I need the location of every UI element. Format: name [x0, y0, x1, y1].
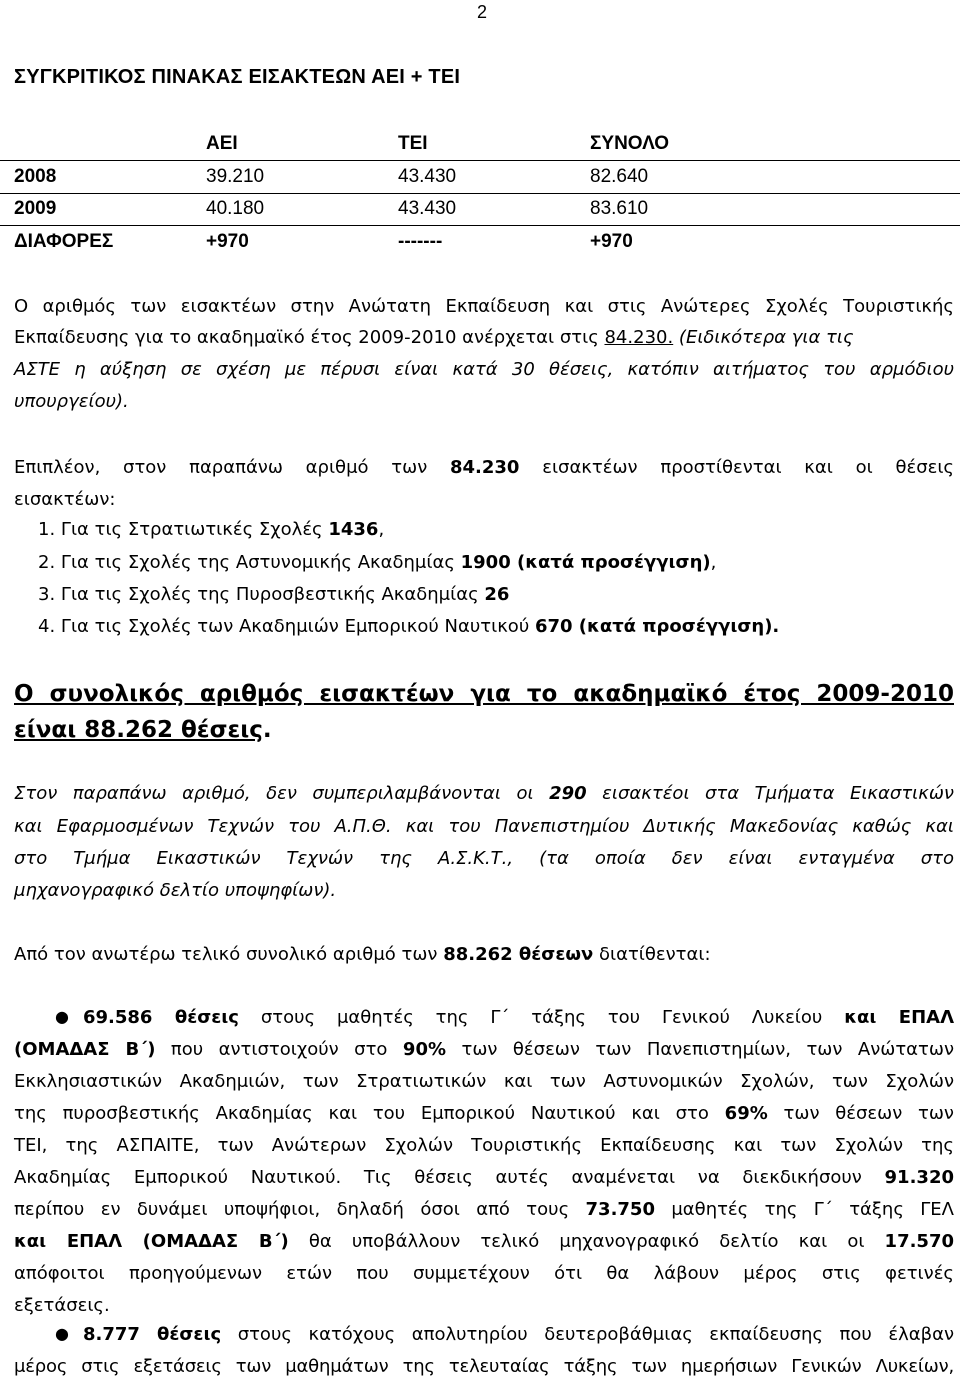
list-item: 4. Για τις Σχολές των Ακαδημιών Εμπορικού Ναυτικού 670 (κατά προσέγγιση).: [38, 616, 780, 637]
total-84230: 84.230.: [604, 327, 674, 348]
text-line: ΑΣΤΕ η αύξηση σε σχέση με πέρυσι είναι κατά 30 θέσεις, κατόπιν αιτήματος του αρμόδιου: [14, 359, 954, 380]
text-line: και ΕΠΑΛ (ΟΜΑΔΑΣ Β΄) θα υποβάλλουν τελικό μηχανογραφικό δελτίο και οι 17.570: [14, 1231, 955, 1252]
list-item: 1. Για τις Στρατιωτικές Σχολές 1436,: [38, 519, 385, 540]
cell-total: +970: [590, 231, 633, 252]
text-line: απόφοιτοι προηγούμενων ετών που συμμετέχουν ότι θα λάβουν μέρος στις φετινές: [14, 1263, 954, 1284]
text-line: Ο αριθμός των εισακτέων στην Ανώτατη Εκπαίδευση και στις Ανώτερες Σχολές Τουριστικής: [14, 296, 954, 317]
bullet-icon: ●: [55, 1007, 69, 1026]
page-number: 2: [477, 2, 488, 22]
text-line: Ακαδημίας Εμπορικού Ναυτικού. Τις θέσεις αυτές αναμένεται να διεκδικήσουν 91.320: [14, 1167, 954, 1188]
row-label: 2009: [14, 198, 57, 219]
summary-line: Από τον ανωτέρω τελικό συνολικό αριθμό των 88.262 θέσεων διατίθενται:: [14, 944, 711, 965]
text-line: Στον παραπάνω αριθμό, δεν συμπεριλαμβάνονται οι 290 εισακτέοι στα Τμήματα Εικαστικών: [14, 783, 954, 804]
text-line: Εκκλησιαστικών Ακαδημιών, των Στρατιωτικών και των Αστυνομικών Σχολών, των Σχολών: [14, 1071, 954, 1092]
text-line: Εκπαίδευσης για το ακαδημαϊκό έτος 2009-2010 ανέρχεται στις 84.230. (Ειδικότερα για τις: [14, 327, 854, 348]
text-line: υπουργείου).: [14, 391, 129, 412]
cell-aei: 39.210: [206, 166, 265, 187]
header-total: ΣΥΝΟΛΟ: [590, 133, 670, 154]
headline-line: είναι 88.262 θέσεις.: [14, 717, 272, 743]
text-line: στο Τμήμα Εικαστικών Τεχνών της Α.Σ.Κ.Τ., (τα οποία δεν είναι ενταγμένα στο: [14, 848, 954, 869]
total-88262: είναι 88.262 θέσεις: [14, 717, 263, 743]
header-tei: ΤΕΙ: [398, 133, 428, 154]
table-divider: [0, 225, 960, 226]
text-line: ΤΕΙ, της ΑΣΠΑΙΤΕ, των Ανώτερων Σχολών Τουριστικής Εκπαίδευσης και των Σχολών της: [14, 1135, 954, 1156]
cell-total: 82.640: [590, 166, 649, 187]
text-line: μέρος στις εξετάσεις των μαθημάτων της τελευταίας τάξης των ημερήσιων Γενικών Λυκείων,: [14, 1356, 954, 1377]
text-line: εισακτέων:: [14, 489, 116, 510]
text-line: Επιπλέον, στον παραπάνω αριθμό των 84.230 εισακτέων προστίθενται και οι θέσεις: [14, 457, 954, 478]
text-line: περίπου εν δυνάμει υποψήφιοι, δηλαδή όσοι από τους 73.750 μαθητές της Γ΄ τάξης ΓΕΛ: [14, 1199, 954, 1220]
cell-tei: 43.430: [398, 198, 457, 219]
table-divider: [0, 160, 960, 161]
text-line: και Εφαρμοσμένων Τεχνών του Α.Π.Θ. και του Πανεπιστημίου Δυτικής Μακεδονίας καθώς και: [14, 816, 954, 837]
cell-aei: +970: [206, 231, 249, 252]
bullet-icon: ●: [55, 1324, 69, 1343]
text-line: εξετάσεις.: [14, 1295, 110, 1316]
list-item: 2. Για τις Σχολές της Αστυνομικής Ακαδημίας 1900 (κατά προσέγγιση),: [38, 552, 717, 573]
row-label: ΔΙΑΦΟΡΕΣ: [14, 231, 114, 252]
table-divider: [0, 193, 960, 194]
cell-total: 83.610: [590, 198, 649, 219]
document-page: 2 ΣΥΓΚΡΙΤΙΚΟΣ ΠΙΝΑΚΑΣ ΕΙΣΑΚΤΕΩΝ ΑΕΙ + ΤΕΙ ΑΕΙ ΤΕΙ ΣΥΝΟΛΟ 2008 39.210 43.430 82.640 2009 40.180 43.430 83.610 ΔΙΑΦΟΡΕΣ +970 ------- +970 Ο αριθμός των εισακτέων στην Ανώτατη Εκπαίδευση και στις Ανώτερες Σχολές Τουριστικής Εκπαίδευσης για το ακαδημαϊκό έτος 2009-2010 ανέρχεται στις 84.230. (Ειδικότερα για τις ΑΣΤΕ η αύξηση σε σχέση με πέρυσι είναι κατά 30 θέσεις, κατόπιν αιτήματος του αρμόδιου υπουργείου). Επιπλέον, στον παραπάνω αριθμό των 84.230 εισακτέων προστίθενται και οι θέσεις εισακτέων: 1. Για τις Στρατιωτικές Σχολές 1436, 2. Για τις Σχολές της Αστυνομικής Ακαδημίας 1900 (κατά προσέγγιση), 3. Για τις Σχολές της Πυροσβεστικής Ακαδημίας 26 4. Για τις Σχολές των Ακαδημιών Εμπορικού Ναυτικού 670 (κατά προσέγγιση). Ο συνολικός αριθμός εισακτέων για το ακαδημαϊκό έτος 2009-2010 είναι 88.262 θέσεις. Στον παραπάνω αριθμό, δεν συμπεριλαμβάνονται οι 290 εισακτέοι στα Τμήματα Εικαστικών και Εφαρμοσμένων Τεχνών του Α.Π.Θ. και του Πανεπιστημίου Δυτικής Μακεδονίας καθώς και στο Τμήμα Εικαστικών Τεχνών της Α.Σ.Κ.Τ., (τα οποία δεν είναι ενταγμένα στο μηχανογραφικό δελτίο υποψηφίων). Από τον ανωτέρω τελικό συνολικό αριθμό των 88.262 θέσεων διατίθενται: ● 69.586 θέσεις στους μαθητές της Γ΄ τάξης του Γενικού Λυκείου και ΕΠΑΛ (ΟΜΑΔΑΣ Β΄) που αντιστοιχούν στο 90% των θέσεων των Πανεπιστημίων, των Ανώτατων Εκκλησιαστικών Ακαδημιών, των Στρατιωτικών και των Αστυνομικών Σχολών, των Σχολών της πυροσβεστικής Ακαδημίας και του Εμπορικού Ναυτικού και στο 69% των θέσεων των ΤΕΙ, της ΑΣΠΑΙΤΕ, των Ανώτερων Σχολών Τουριστικής Εκπαίδευσης και των Σχολών της Ακαδημίας Εμπορικού Ναυτικού. Τις θέσεις αυτές αναμένεται να διεκδικήσουν 91.320 περίπου εν δυνάμει υποψήφιοι, δηλαδή όσοι από τους 73.750 μαθητές της Γ΄ τάξης ΓΕΛ και ΕΠΑΛ (ΟΜΑΔΑΣ Β΄) θα υποβάλλουν τελικό μηχανογραφικό δελτίο και οι 17.570 απόφοιτοι προηγούμενων ετών που συμμετέχουν ότι θα λάβουν μέρος στις φετινές εξετάσεις. ● 8.777 θέσεις στους κατόχους απολυτηρίου δευτεροβάθμιας εκπαίδευσης που έλαβαν μέρος στις εξετάσεις των μαθημάτων της τελευταίας τάξης των ημερήσιων Γενικών Λυκείων,: [0, 0, 960, 1381]
text-line: μηχανογραφικό δελτίο υποψηφίων).: [14, 880, 337, 901]
list-item: 3. Για τις Σχολές της Πυροσβεστικής Ακαδημίας 26: [38, 584, 510, 605]
page-title: ΣΥΓΚΡΙΤΙΚΟΣ ΠΙΝΑΚΑΣ ΕΙΣΑΚΤΕΩΝ ΑΕΙ + ΤΕΙ: [14, 66, 461, 88]
headline-line: Ο συνολικός αριθμός εισακτέων για το ακαδημαϊκό έτος 2009-2010: [14, 681, 954, 707]
text-line: της πυροσβεστικής Ακαδημίας και του Εμπορικού Ναυτικού και στο 69% των θέσεων των: [14, 1103, 954, 1124]
cell-aei: 40.180: [206, 198, 265, 219]
text-line: (ΟΜΑΔΑΣ Β΄) που αντιστοιχούν στο 90% των θέσεων των Πανεπιστημίων, των Ανώτατων: [14, 1039, 954, 1060]
cell-tei: 43.430: [398, 166, 457, 187]
header-aei: ΑΕΙ: [206, 133, 238, 154]
cell-tei: -------: [398, 231, 443, 252]
row-label: 2008: [14, 166, 57, 187]
